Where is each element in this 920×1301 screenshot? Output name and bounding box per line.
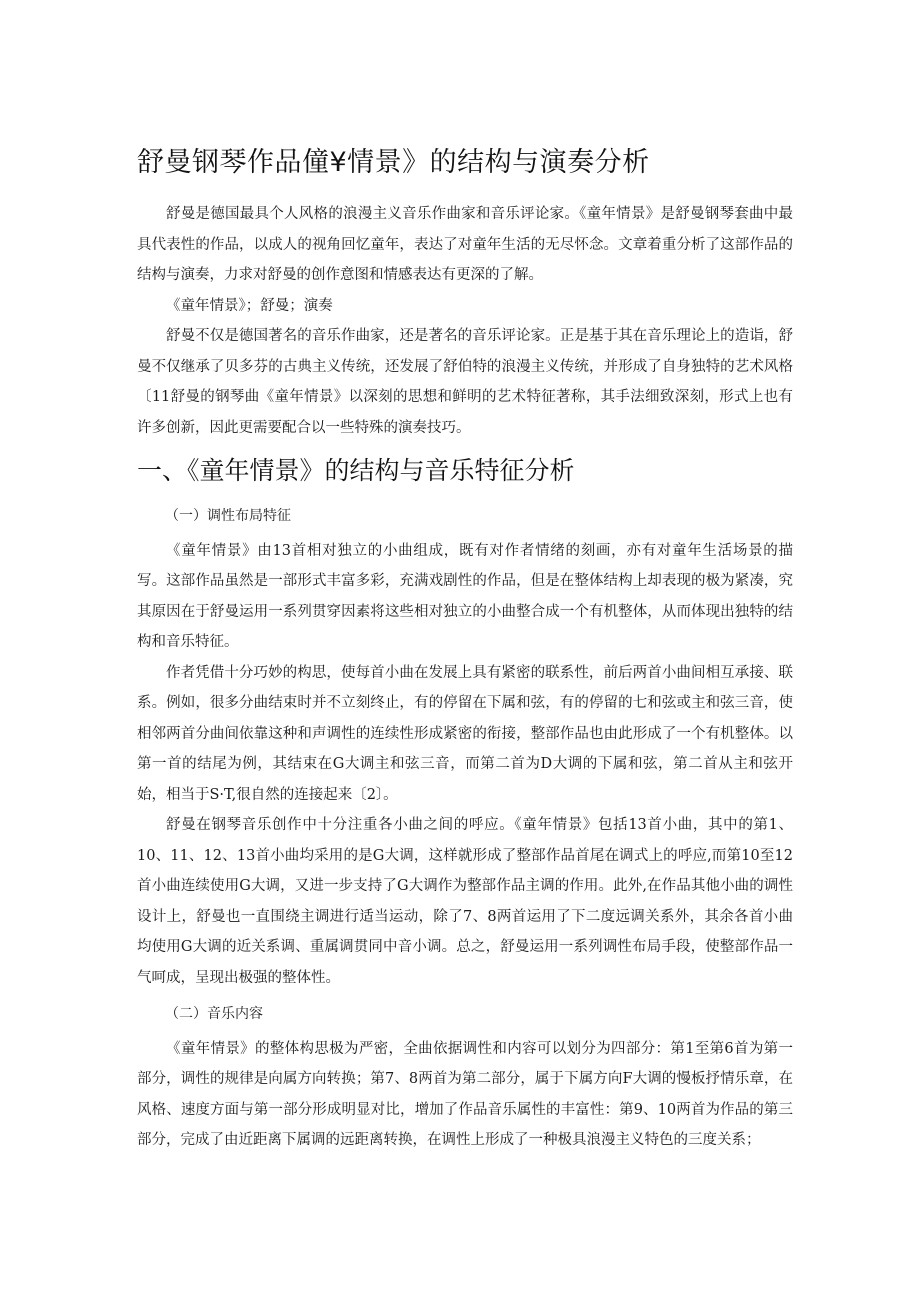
section-heading: 一、《童年情景》的结构与音乐特征分析 [137, 456, 575, 485]
body-paragraph: 作者凭借十分巧妙的构思，使每首小曲在发展上具有紧密的联系性，前后两首小曲间相互承接、联系。例如，很多分曲结束时并不立刻终止，有的停留在下属和弦，有的停留的七和弦或主和弦三音，使相邻两首分曲间依靠这种和声调性的连续性形成紧密的衔接，整部作品也由此形成了一个有机整体。以第一首的结尾为例，其结束在G大调主和弦三音，而第二首为D大调的下属和弦，第二首从主和弦开始，相当于S·T,很自然的连接起来〔2〕。 [137, 664, 793, 803]
abstract-paragraph: 舒曼是德国最具个人风格的浪漫主义音乐作曲家和音乐评论家。《童年情景》是舒曼钢琴套曲中最具代表性的作品，以成人的视角回忆童年，表达了对童年生活的无尽怀念。文章着重分析了这部作品的结构与演奏，力求对舒曼的创作意图和情感表达有更深的了解。 [137, 206, 793, 283]
document-title: 舒曼钢琴作品僮¥情景》的结构与演奏分析 [137, 147, 650, 178]
document-page [137, 140, 793, 1156]
keywords: 《童年情景》；舒曼；演奏 [166, 297, 333, 314]
body-paragraph: 《童年情景》由13首相对独立的小曲组成，既有对作者情绪的刻画，亦有对童年生活场景的描写。这部作品虽然是一部形式丰富多彩，充满戏剧性的作品，但是在整体结构上却表现的极为紧凑，究其原因在于舒曼运用一系列贯穿因素将这些相对独立的小曲整合成一个有机整体，从而体现出独特的结构和音乐特征。 [137, 542, 793, 650]
body-paragraph: 《童年情景》的整体构思极为严密，全曲依据调性和内容可以划分为四部分：第1至第6首为第一部分，调性的规律是向属方向转换；第7、8两首为第二部分，属于下属方向F大调的慢板抒情乐章，在风格、速度方面与第一部分形成明显对比，增加了作品音乐属性的丰富性：第9、10两首为作品的第三部分，完成了由近距离下属调的远距离转换，在调性上形成了一种极具浪漫主义特色的三度关系； [137, 1040, 793, 1148]
subsection-heading: （一）调性布局特征 [165, 508, 291, 524]
subsection-heading: （二）音乐内容 [165, 1006, 263, 1022]
body-paragraph: 舒曼在钢琴音乐创作中十分注重各小曲之间的呼应。《童年情景》包括13首小曲，其中的第1、10、11、12、13首小曲均采用的是G大调，这样就形成了整部作品首尾在调式上的呼应,而第10至12首小曲连续使用G大调，又进一步支持了G大调作为整部作品主调的作用。此外,在作品其他小曲的调性设计上，舒曼也一直围绕主调进行适当运动，除了7、8两首运用了下二度远调关系外，其余各首小曲均使用G大调的近关系调、重属调贯同中音小调。总之，舒曼运用一系列调性布局手段，使整部作品一气呵成，呈现出极强的整体性。 [137, 817, 793, 986]
intro-paragraph: 舒曼不仅是德国著名的音乐作曲家，还是著名的音乐评论家。正是基于其在音乐理论上的造诣，舒曼不仅继承了贝多芬的古典主义传统，还发展了舒伯特的浪漫主义传统，并形成了自身独特的艺术风格〔11舒曼的钢琴曲《童年情景》以深刻的思想和鲜明的艺术特征著称，其手法细致深刻，形式上也有许多创新，因此更需要配合以一些特殊的演奏技巧。 [137, 328, 793, 436]
